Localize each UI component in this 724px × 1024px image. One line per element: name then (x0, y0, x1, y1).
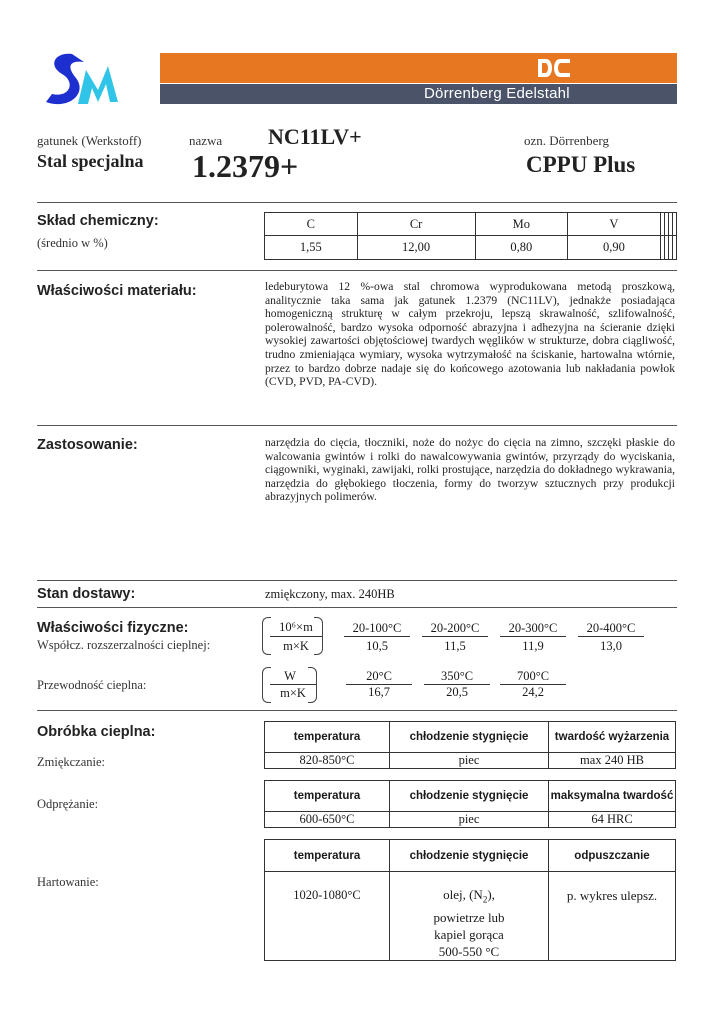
brand-mark (536, 57, 574, 79)
chemistry-subheading: (średnio w %) (37, 236, 108, 250)
delivery-value: zmiękczony, max. 240HB (265, 587, 395, 601)
header-cell: chłodzenie stygnięcie (390, 722, 549, 753)
header-cell: temperatura (265, 722, 390, 753)
header-cell: maksymalna twardość (549, 781, 676, 812)
annealing-label: Zmiękczanie: (37, 755, 106, 769)
brand-banner-orange (160, 53, 677, 83)
header-cell: chłodzenie stygnięcie (390, 840, 549, 872)
expansion-value: 11,9 (522, 639, 544, 653)
heat-treatment-heading: Obróbka cieplna: (37, 724, 156, 740)
element-cell: Mo (475, 213, 568, 236)
header-cell: twardość wyżarzenia (549, 722, 676, 753)
expansion-unit-num: 10⁶×m (279, 620, 313, 634)
brand-banner-slate (160, 84, 677, 104)
value-cell: max 240 HB (549, 753, 676, 769)
stress-relief-label: Odprężanie: (37, 797, 99, 811)
conductivity-temp: 350°C (424, 669, 490, 685)
expansion-range: 20-200°C (422, 621, 488, 637)
expansion-value: 10,5 (366, 639, 388, 653)
application-heading: Zastosowanie: (37, 437, 138, 453)
element-cell: V (568, 213, 661, 236)
conductivity-unit-den: m×K (280, 686, 306, 700)
dorrenberg-value: CPPU Plus (526, 152, 636, 177)
header-cell: odpuszczanie (549, 840, 676, 872)
value-cell: 0,80 (475, 236, 568, 260)
conductivity-value: 20,5 (446, 685, 468, 699)
value-cell: 64 HRC (549, 812, 676, 828)
material-number: 1.2379+ (192, 148, 299, 184)
value-cell: 0,90 (568, 236, 661, 260)
conductivity-label: Przewodność cieplna: (37, 678, 147, 692)
hardening-tempering: p. wykres ulepsz. (549, 872, 676, 961)
value-cell: piec (390, 753, 549, 769)
cooling-line: 500-550 °C (438, 943, 500, 959)
cooling-line: kapiel gorąca (434, 926, 504, 942)
name-label: nazwa (189, 133, 223, 148)
value-cell (672, 236, 676, 260)
hardening-cooling (390, 872, 549, 961)
chemistry-table (264, 212, 677, 260)
conductivity-value: 16,7 (368, 685, 390, 699)
unit-bracket (308, 667, 317, 703)
unit-bracket (314, 617, 323, 655)
company-name: Dörrenberg Edelstahl (424, 85, 570, 102)
stress-relief-table (264, 780, 676, 828)
cooling-line: powietrze lub (433, 909, 505, 925)
value-cell: piec (390, 812, 549, 828)
value-cell: 1,55 (265, 236, 358, 260)
expansion-unit-den: m×K (283, 639, 309, 653)
divider (37, 425, 677, 426)
value-cell: 600-650°C (265, 812, 390, 828)
chemistry-heading: Skład chemiczny: (37, 213, 159, 229)
conductivity-value: 24,2 (522, 685, 544, 699)
grade-label: gatunek (Werkstoff) (37, 133, 142, 148)
conductivity-temp: 700°C (500, 669, 566, 685)
expansion-value: 13,0 (600, 639, 622, 653)
conductivity-temp: 20°C (346, 669, 412, 685)
divider (37, 710, 677, 711)
material-text: ledeburytowa 12 %-owa stal chromowa wyprodukowana metodą proszkową, analitycznie taka sama jak gatunek 1.2379 (NC11LV), jednakże posiadająca homogeniczną strukturę w całym przekroju, lepszą skrawalność, szlifowalność, polerowalność, bardzo wysoka odporność abrazyjna i adhezyjna na ścieranie dzięki wysokiej zawartości objętościowej twardych węglików w strukturze, dobra ciągliwość, trudno zmieniająca wymiary, wysoka wytrzymałość na ściskanie, hartowalna wtórnie, przez to bardzo dobrze nadaje się do końcowego azotowania lub nakładania powłok (CVD, PVD, PA-CVD). (265, 280, 675, 389)
expansion-range: 20-300°C (500, 621, 566, 637)
hardening-label: Hartowanie: (37, 875, 99, 889)
element-cell: Cr (357, 213, 475, 236)
element-cell: C (265, 213, 358, 236)
hardening-table (264, 839, 676, 961)
material-heading: Właściwości materiału: (37, 283, 197, 299)
expansion-label: Współcz. rozszerzalności cieplnej: (37, 638, 211, 652)
value-cell: 820-850°C (265, 753, 390, 769)
element-cell (672, 213, 676, 236)
expansion-value: 11,5 (444, 639, 466, 653)
dorrenberg-label: ozn. Dörrenberg (524, 133, 609, 148)
divider (37, 202, 677, 203)
physical-heading: Właściwości fizyczne: (37, 620, 189, 636)
hardening-temperature: 1020-1080°C (265, 872, 390, 961)
header-cell: temperatura (265, 781, 390, 812)
cooling-line: olej, $(N_2)$, (443, 887, 495, 905)
annealing-table (264, 721, 676, 769)
expansion-range: 20-100°C (344, 621, 410, 637)
value-cell: 12,00 (357, 236, 475, 260)
sm-logo (42, 50, 124, 110)
divider (37, 580, 677, 581)
header-cell: chłodzenie stygnięcie (390, 781, 549, 812)
header-cell: temperatura (265, 840, 390, 872)
divider (37, 607, 677, 608)
divider (37, 270, 677, 271)
steel-category: Stal specjalna (37, 151, 144, 171)
expansion-range: 20-400°C (578, 621, 644, 637)
name-value: NC11LV+ (268, 124, 362, 149)
delivery-heading: Stan dostawy: (37, 586, 136, 602)
application-text: narzędzia do cięcia, tłoczniki, noże do nożyc do cięcia na zimno, szczęki płaskie do walcowania gwintów i rolki do nawalcowywania gwintów, przyrządy do wyciskania, ciągowniki, wyginaki, zawijaki, rolki prostujące, narzędzia do dokładnego wykrawania, narzędzia do głębokiego tłoczenia, formy do tworzyw sztucznych przy produkcji abrazyjnych polimerów. (265, 436, 675, 504)
conductivity-unit-num: W (284, 669, 296, 683)
